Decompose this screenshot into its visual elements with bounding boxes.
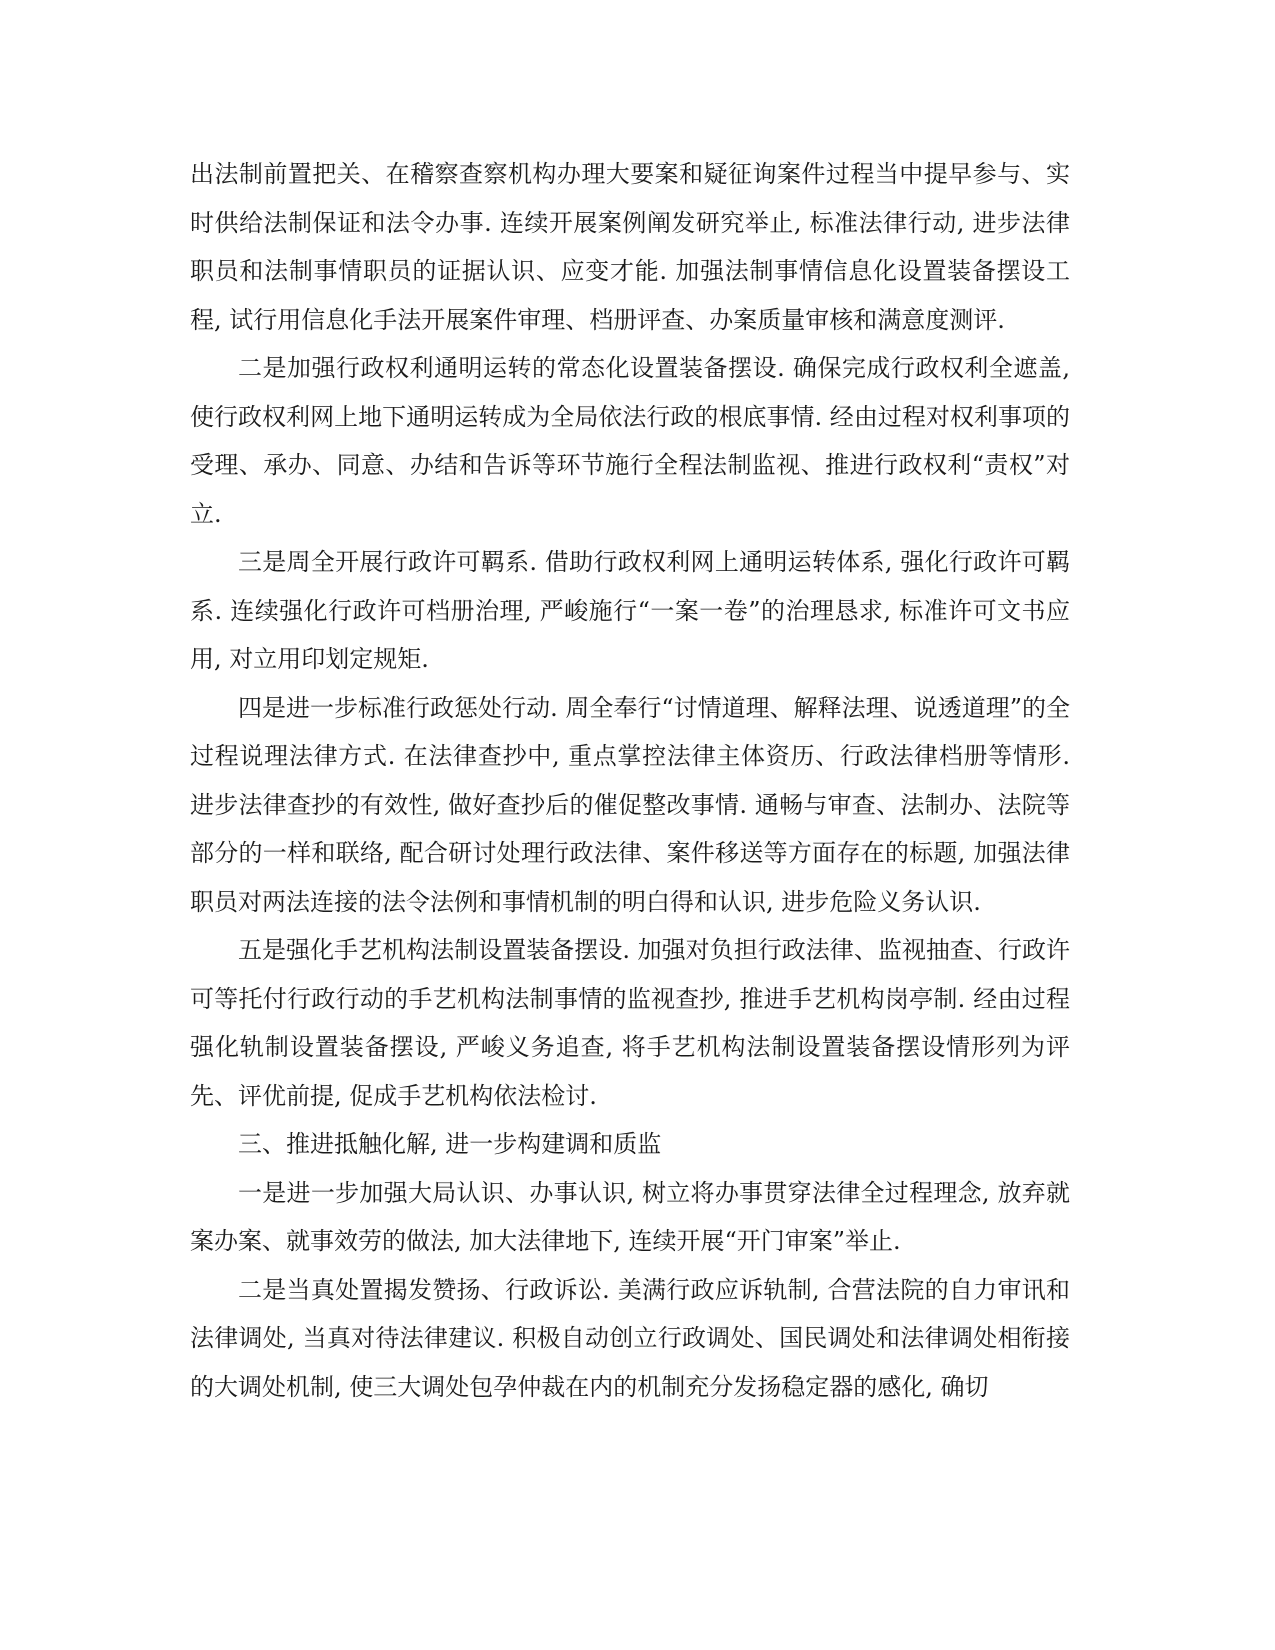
paragraph-section-three-item-two: 二是当真处置揭发赞扬、行政诉讼. 美满行政应诉轨制, 合营法院的自力审讯和法律调处, 当真对待法律建议. 积极自动创立行政调处、国民调处和法律调处相衔接的大调处机制, 使三大调处包孕仲裁在内的机制充分发扬稳定器的感化, 确切 bbox=[190, 1275, 1070, 1401]
paragraph-continuation: 出法制前置把关、在稽察查察机构办理大要案和疑征询案件过程当中提早参与、实时供给法制保证和法令办事. 连续开展案例阐发研究举止, 标准法律行动, 进步法律职员和法制事情职员的证据认识、应变才能. 加强法制事情信息化设置装备摆设工程, 试行用信息化手法开展案件审理、档册评查、办案质量审核和满意度测评. bbox=[190, 160, 1070, 334]
paragraph-item-three: 三是周全开展行政许可羁系. 借助行政权利网上通明运转体系, 强化行政许可羁系. 连续强化行政许可档册治理, 严峻施行“一案一卷”的治理恳求, 标准许可文书应用, 对立用印划定规矩. bbox=[190, 548, 1070, 673]
paragraph-item-four: 四是进一步标准行政惩处行动. 周全奉行“讨情道理、解释法理、说透道理”的全过程说理法律方式. 在法律查抄中, 重点掌控法律主体资历、行政法律档册等情形. 进步法律查抄的有效性, 做好查抄后的催促整改事情. 通畅与审查、法制办、法院等部分的一样和联络, 配合研讨处理行政法律、案件移送等方面存在的标题, 加强法律职员对两法连接的法令法例和事情机制的明白得和认识, 进步危险义务认识. bbox=[190, 693, 1070, 916]
document-body bbox=[190, 150, 1070, 1411]
section-heading-three: 三、推进抵触化解, 进一步构建调和质监 bbox=[238, 1130, 662, 1158]
paragraph-section-three-item-one: 一是进一步加强大局认识、办事认识, 树立将办事贯穿法律全过程理念, 放弃就案办案、就事效劳的做法, 加大法律地下, 连续开展“开门审案”举止. bbox=[190, 1178, 1070, 1255]
paragraph-item-two: 二是加强行政权利通明运转的常态化设置装备摆设. 确保完成行政权利全遮盖, 使行政权利网上地下通明运转成为全局依法行政的根底事情. 经由过程对权利事项的受理、承办、同意、办结和告诉等环节施行全程法制监视、推进行政权利“责权”对立. bbox=[190, 354, 1070, 528]
paragraph-item-five: 五是强化手艺机构法制设置装备摆设. 加强对负担行政法律、监视抽查、行政许可等托付行政行动的手艺机构法制事情的监视查抄, 推进手艺机构岗亭制. 经由过程强化轨制设置装备摆设, 严峻义务追查, 将手艺机构法制设置装备摆设情形列为评先、评优前提, 促成手艺机构依法检讨. bbox=[190, 936, 1070, 1110]
